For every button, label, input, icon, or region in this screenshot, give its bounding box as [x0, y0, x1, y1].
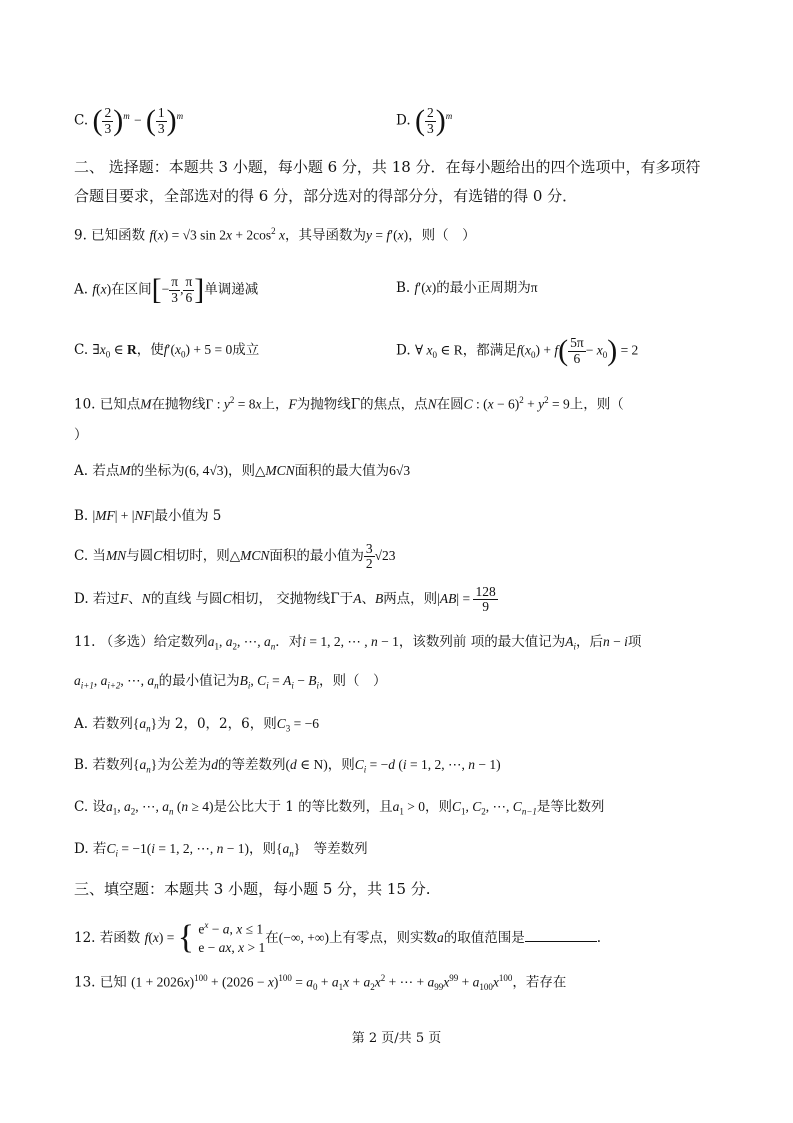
answer-blank[interactable]: [525, 927, 597, 942]
q11-c-t3: 是等比数列: [536, 799, 605, 815]
q11-b-t3: ，则: [327, 757, 355, 773]
q11-c-t2: ，则: [425, 799, 453, 815]
q12-stem: 12. 若函数: [74, 929, 141, 946]
section-2-heading-cont: 合题目要求，全部选对的得 6 分，部分选对的得部分分，有选错的得 0 分．: [74, 187, 578, 205]
q11-option-d: D. 若$C_i = -1(i = 1$, 2, ⋯, n − 1)，则$\{a_n\}$ 等差数列: [74, 841, 368, 859]
q10-d-t5: 两点，则: [383, 591, 438, 608]
q11-l2-t1: 的最小值记为: [158, 673, 240, 689]
q10-stem-close: ）: [74, 427, 88, 443]
q10-t4: 在圆: [436, 396, 464, 413]
question-11: 11. （多选）给定数列$a_1$, $a_2$, ⋯, $a_n$．对i = 1, 2, ⋯ , n − 1，该数列前 项的最大值记为$A_i$，后n − i项: [74, 634, 642, 652]
q9-a-mid: 在区间: [111, 281, 152, 298]
q10-c-t3: 面积的最小值为: [269, 548, 364, 565]
option-label: C.: [74, 112, 89, 129]
q10-option-c: C. 当MN与圆C相切时，则△MCN面积的最小值为 $\frac{3}{2}$ √23: [74, 541, 396, 572]
question-9: 9. 已知函数 f(x) = √3 $\sin 2x + 2\cos^2$ x，其导函数为y = f′(x)，则（ ）: [74, 226, 476, 244]
option-label: C. 设: [74, 799, 106, 815]
option-label: C.: [74, 342, 89, 358]
q9-stem-tail: ，其导函数为: [285, 227, 366, 244]
page-footer: 第 2 页/共 5 页: [351, 1031, 442, 1046]
q10-b-text: 最小值为 5: [154, 508, 222, 524]
q11-l2-t2: ，则（ ）: [318, 673, 387, 689]
question-13: 13. 已知 $(1 + 2026x)^{100} + (2026 - x)^{100} = a_0 + a_1x + a_2x^2$ + ⋯ + $a_{99}x^{99} + a_{100}x^{100}$，若存在: [74, 973, 567, 993]
q13-end: ，若存在: [512, 974, 567, 991]
q10-option-a: A. 若点M的坐标为(6, 4√3)，则△MCN面积的最大值为6√3: [74, 463, 411, 479]
q11-c-t1: 是公比大于 1 的等比数列，且: [213, 799, 393, 815]
q11-b-t1: 为公差为: [157, 757, 212, 773]
q10-stem: 10. 已知点: [74, 396, 141, 413]
q9-d-text: ，都满足: [462, 342, 517, 359]
question-10: 10. 已知点M在抛物线Γ : $y^2 = 8x$上，F为抛物线Γ的焦点，点N在圆C : $(x - 6)^2 + y^2 = 9$上，则（: [74, 395, 624, 413]
option-label: B. 若数列: [74, 757, 134, 773]
option-c-top: C. ( $\frac{2}{3}$ )$^m$ − ( $\frac{1}{3}$ )$^m$: [74, 104, 184, 137]
q11-t1: ．对: [275, 634, 303, 650]
option-label: A. 若数列: [74, 716, 133, 732]
q10-d-t3: 相切， 交抛物线Γ于: [231, 591, 354, 608]
option-d-top: D. ( $\frac{2}{3}$ )$^m$: [396, 104, 453, 137]
q10-t1: 在抛物线: [151, 396, 206, 413]
q10-option-d: D. 若过F、N的直线 与圆C相切， 交抛物线Γ于A、B两点，则|AB| = $\frac{128}{9}$: [74, 584, 496, 615]
q12-t3: 的取值范围是: [443, 929, 525, 946]
section-2-heading: 二、 选择题：本题共 3 小题，每小题 6 分，共 18 分．在每小题给出的四个选项中，有多项符: [74, 158, 701, 176]
q9-c-text: 成立: [232, 342, 260, 358]
q11-d-t2: 等差数列: [300, 841, 368, 857]
q10-option-b: B. |MF| + |NF|最小值为 5: [74, 508, 222, 524]
q9-option-b: B. f′(x)的最小正周期为π: [396, 280, 538, 296]
q13-stem: 13. 已知: [74, 974, 127, 991]
q11-b-t2: 的等差数列: [217, 757, 286, 773]
q10-t3: 为抛物线Γ的焦点，点: [296, 396, 428, 413]
section-3-heading: 三、填空题：本题共 3 小题，每小题 5 分，共 15 分.: [74, 880, 431, 898]
q10-d-t1: 、: [128, 591, 142, 608]
q11-t3: ，后: [575, 634, 603, 650]
q11-t4: 项: [627, 634, 642, 650]
q9-option-c: C. $\exists x_0$ ∈ R，使$f'(x_0) + 5 = 0$成立: [74, 342, 260, 360]
option-label: D. 若: [74, 841, 107, 857]
option-label: D.: [396, 112, 411, 129]
q11-stem: 11. （多选）给定数列: [74, 634, 208, 650]
q9-c-mid: ，使: [136, 342, 164, 358]
q10-t5: 上，则（: [569, 396, 624, 413]
option-label: B.: [74, 508, 89, 524]
q9-option-a: A. f(x)在区间[− $\frac{\pi}{3}$ , $\frac{\pi}{6}$ ]单调递减: [74, 273, 259, 306]
q11-option-a: A. 若数列$\{a_n\}$为 2，0，2，6，则$C_3 = -6$: [74, 716, 319, 734]
q10-a-t3: 面积的最大值为: [294, 463, 390, 479]
q10-a-t2: ，则△: [228, 463, 266, 479]
q12-t2: 上有零点，则实数: [329, 929, 438, 946]
q10-c-t2: 相切时，则△: [162, 548, 241, 565]
q12-t1: 在: [265, 929, 279, 946]
option-label: A. 若点: [74, 463, 120, 479]
option-label: D. 若过: [74, 591, 120, 608]
option-label: A.: [74, 281, 89, 298]
option-label: B.: [396, 280, 411, 296]
q12-end: .: [596, 929, 602, 946]
q10-t2: 上，: [261, 396, 289, 413]
q10-c-t1: 与圆: [126, 548, 154, 565]
q11-d-t1: ，则: [248, 841, 276, 857]
q9-a-text: 单调递减: [204, 281, 259, 298]
q9-stem: 9. 已知函数: [74, 227, 146, 244]
q10-d-t4: 、: [361, 591, 375, 608]
q10-d-t2: 的直线 与圆: [150, 591, 223, 608]
q11-stem-line2: $a_{i+1}$, $a_{i+2}$, ⋯, $a_n$的最小值记为$B_i$, $C_i = A_i - B_i$，则（ ）: [74, 673, 387, 691]
q11-t2: ，该数列前 项的最大值记为: [398, 634, 566, 650]
q11-option-c: C. 设$a_1$, $a_2$, ⋯, $a_n$ (n ≥ 4)是公比大于 1 的等比数列，且$a_1 > 0$，则$C_1$, $C_2$, ⋯, $C_{n-1}$是等比数列: [74, 799, 605, 817]
q11-a-t1: 为 2，0，2，6，则: [157, 716, 277, 732]
option-label: D.: [396, 342, 411, 359]
q9-stem-end: ，则（ ）: [408, 227, 476, 244]
q10-a-t1: 的坐标为: [130, 463, 185, 479]
q9-option-d: D. ∀ $x_0$ ∈ R，都满足$f(x_0) + f$( $\frac{5\pi}{6}$ − $x_0) = 2$: [396, 334, 639, 367]
q9-b-text: 的最小正周期为: [436, 280, 531, 296]
option-label: C. 当: [74, 548, 106, 565]
question-12: 12. 若函数 f(x) = { $e^x - a$, x ≤ 1 e − ax, x > 1 在(−∞, +∞)上有零点，则实数a的取值范围是 .: [74, 919, 602, 956]
q11-option-b: B. 若数列$\{a_n\}$为公差为d的等差数列(d ∈ N)，则$C_i = -d$ (i = 1, 2, ⋯, n − 1): [74, 757, 501, 775]
